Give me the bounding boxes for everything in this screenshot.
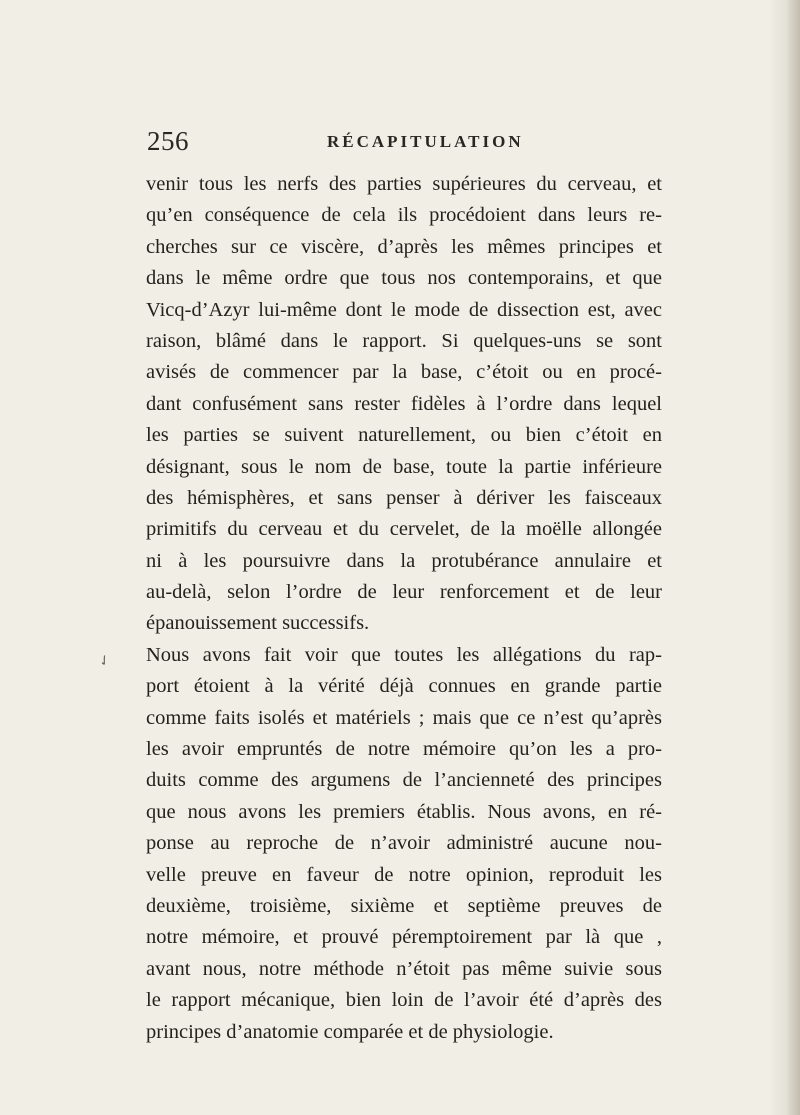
text-line: les parties se suivent naturellement, ou bien c’étoit en — [146, 424, 662, 447]
page-edge-shadow — [786, 0, 800, 1115]
text-line: qu’en conséquence de cela ils procédoient dans leurs re- — [146, 204, 662, 227]
text-line: comme faits isolés et matériels ; mais que ce n’est qu’après — [146, 706, 662, 729]
text-line: port étoient à la vérité déjà connues en grande partie — [146, 675, 662, 698]
text-line: duits comme des argumens de l’ancienneté des principes — [146, 769, 662, 792]
text-line: velle preuve en faveur de notre opinion, reproduit les — [146, 863, 662, 886]
text-line-paragraph-end: épanouissement successifs. — [146, 612, 370, 635]
text-line: des hémisphères, et sans penser à dériver les faisceaux — [146, 486, 662, 509]
page-number: 256 — [147, 126, 189, 156]
text-line: ponse au reproche de n’avoir administré aucune nou- — [146, 832, 662, 855]
text-line: les avoir empruntés de notre mémoire qu’on les a pro- — [146, 738, 662, 761]
text-line: notre mémoire, et prouvé péremptoirement par là que , — [146, 926, 662, 949]
text-line: avisés de commencer par la base, c’étoit ou en procé- — [146, 361, 662, 384]
text-line-paragraph-start: Nous avons fait voir que toutes les allégations du rap- — [146, 643, 662, 666]
text-line: au-delà, selon l’ordre de leur renforcement et de leur — [146, 581, 662, 604]
text-line: que nous avons les premiers établis. Nous avons, en ré- — [146, 800, 662, 823]
text-line: deuxième, troisième, sixième et septième preuves de — [146, 894, 662, 917]
text-line: primitifs du cerveau et du cervelet, de la moëlle allongée — [146, 518, 662, 541]
text-line: cherches sur ce viscère, d’après les mêmes principes et — [146, 235, 662, 258]
text-line: ni à les poursuivre dans la protubérance annulaire et — [146, 549, 662, 572]
body-text — [146, 169, 662, 1048]
margin-check-mark: ✓ — [95, 651, 115, 671]
running-head: RÉCAPITULATION — [327, 132, 524, 151]
text-line: raison, blâmé dans le rapport. Si quelques-uns se sont — [146, 329, 662, 352]
text-line-paragraph-end: principes d’anatomie comparée et de physiologie. — [146, 1020, 554, 1043]
text-line: désignant, sous le nom de base, toute la partie inférieure — [146, 455, 662, 478]
page-header — [147, 126, 667, 156]
text-line: venir tous les nerfs des parties supérieures du cerveau, et — [146, 173, 662, 195]
text-line: dant confusément sans rester fidèles à l’ordre dans lequel — [146, 392, 662, 415]
text-line: avant nous, notre méthode n’étoit pas même suivie sous — [146, 957, 662, 980]
text-line: le rapport mécanique, bien loin de l’avoir été d’après des — [146, 989, 662, 1012]
text-line: Vicq-d’Azyr lui-même dont le mode de dissection est, avec — [146, 298, 662, 321]
text-line: dans le même ordre que tous nos contemporains, et que — [146, 267, 662, 290]
